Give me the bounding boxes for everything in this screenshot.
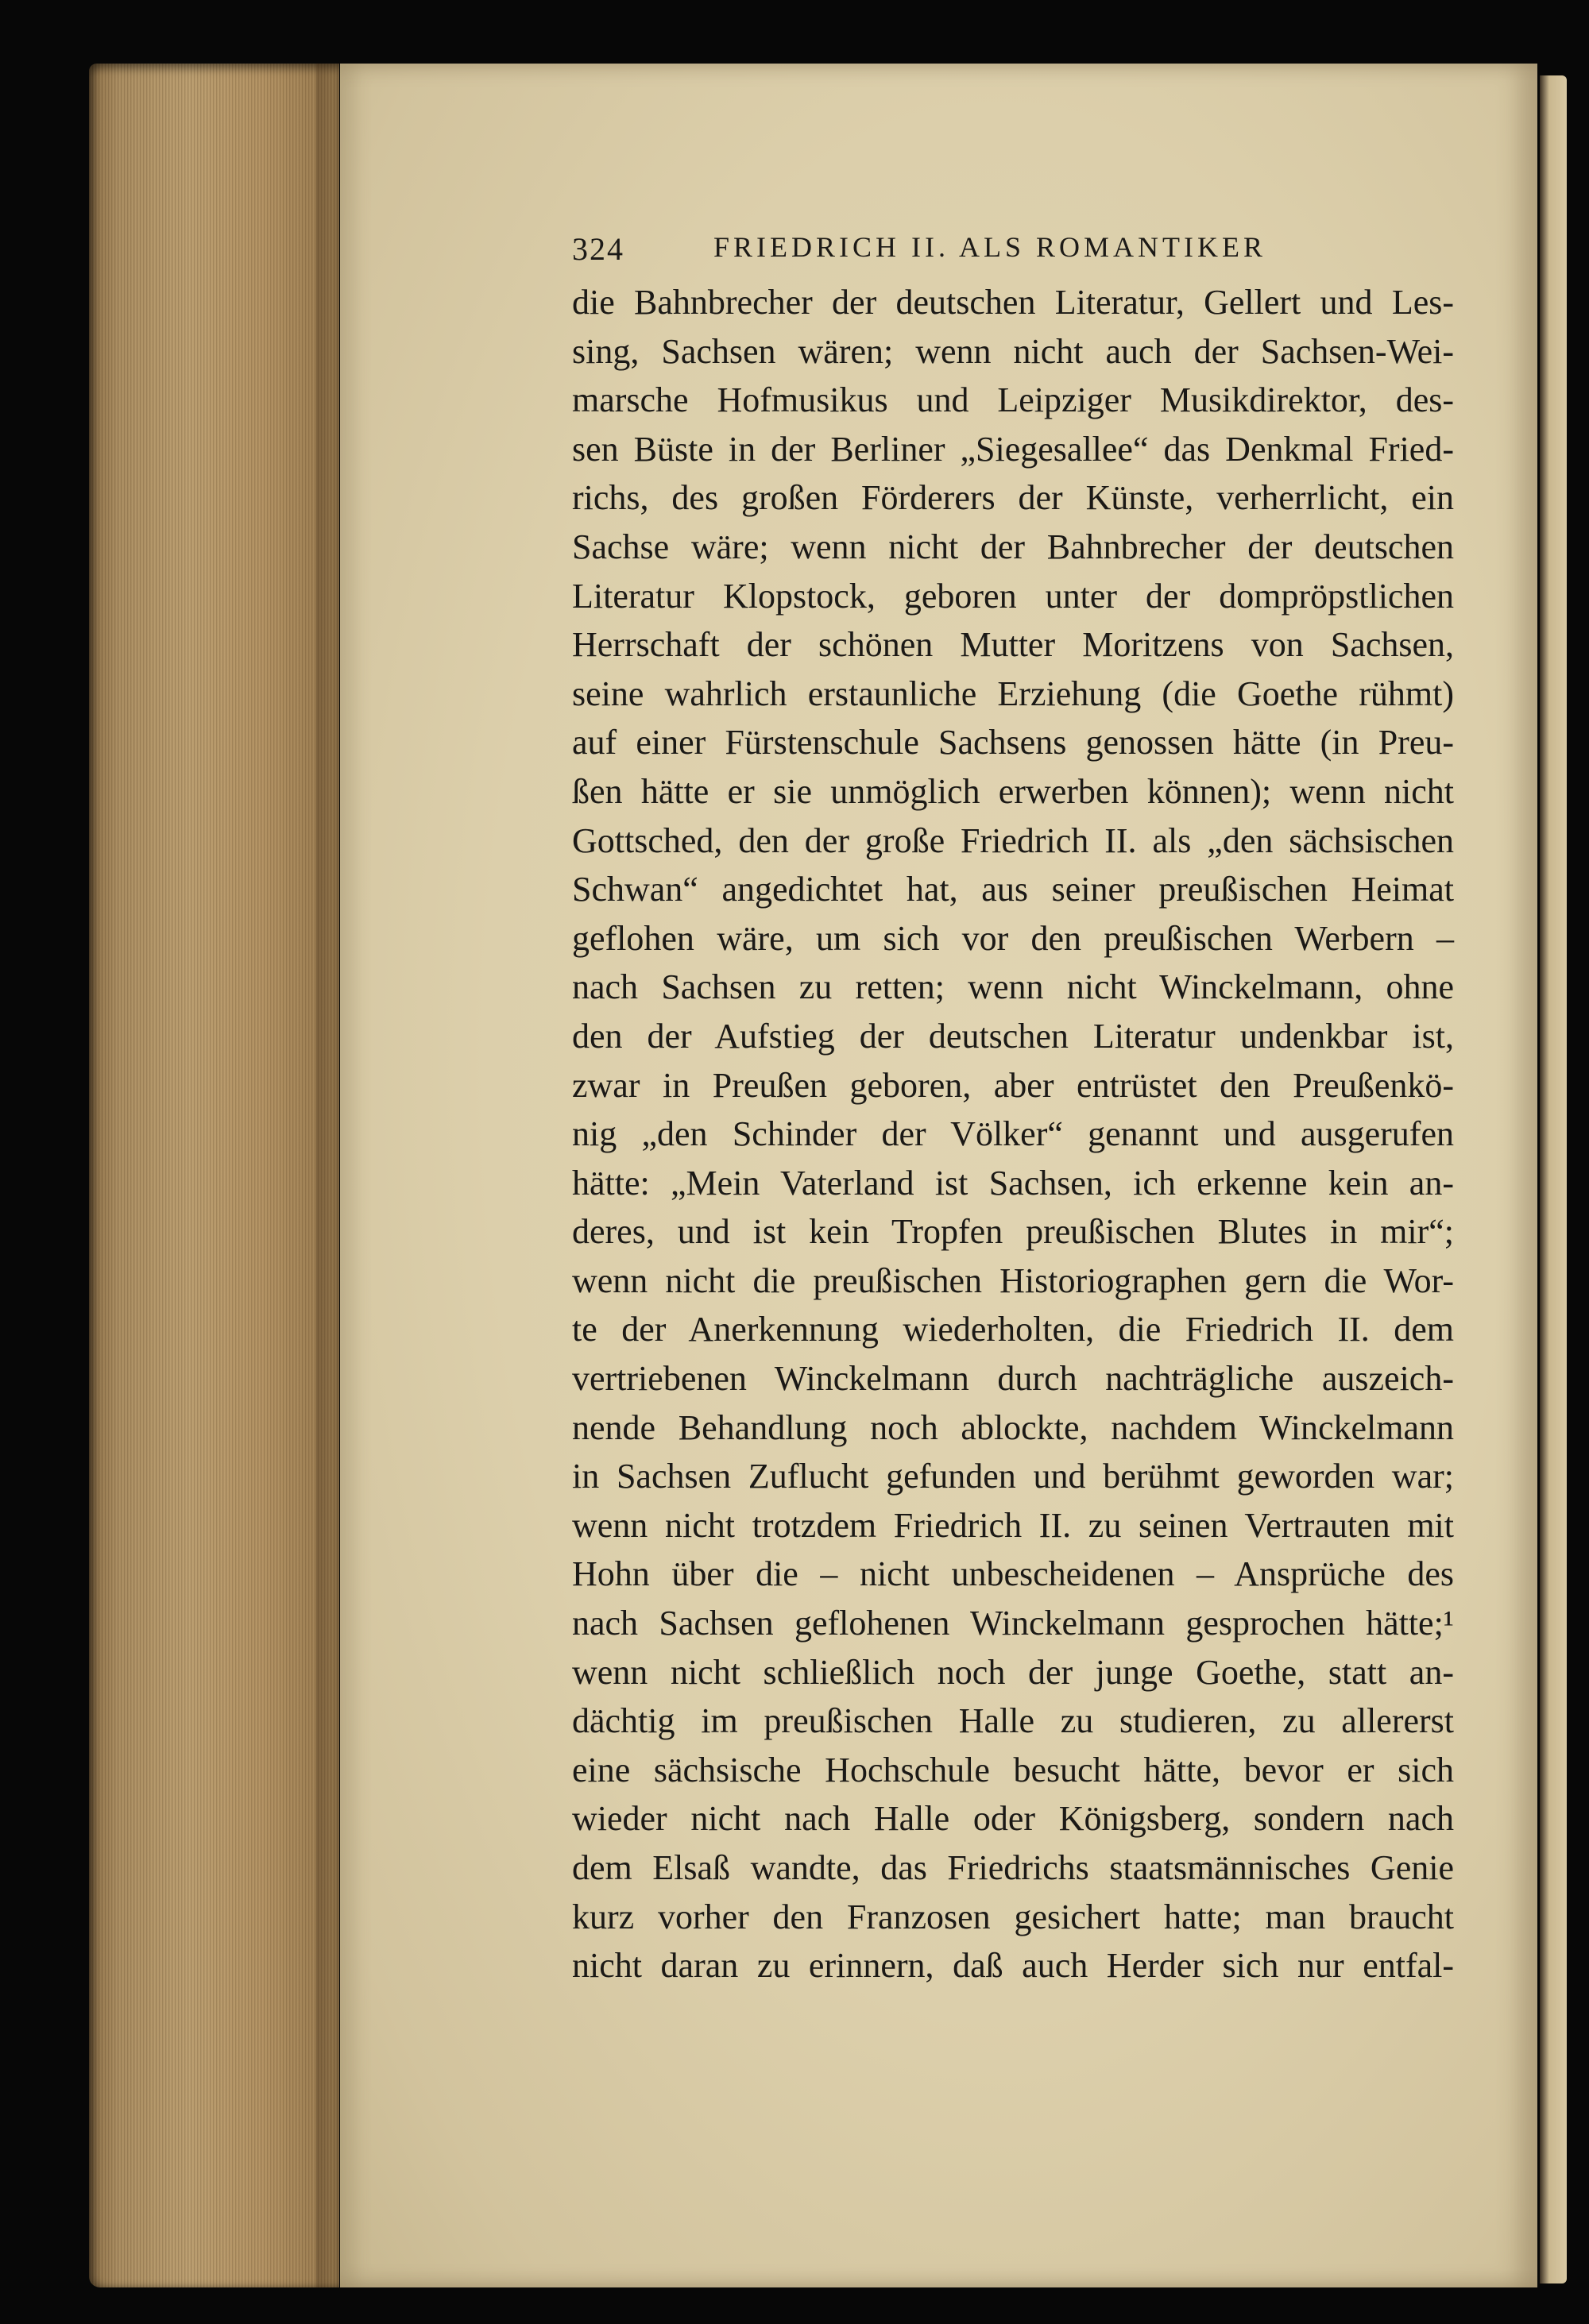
text-line: Sachse wäre; wenn nicht der Bahnbrecher der deutschen [572, 527, 1454, 566]
facing-page-edge [1540, 75, 1567, 2283]
body-text [572, 278, 1454, 1990]
running-title: FRIEDRICH II. ALS ROMANTIKER [713, 231, 1267, 263]
text-line: den der Aufstieg der deutschen Literatur undenkbar ist, [572, 1016, 1454, 1056]
page-gutter-shadow [316, 64, 340, 2287]
text-line: nach Sachsen geflohenen Winckelmann gesprochen hätte;¹ [572, 1604, 1454, 1643]
text-line: kurz vorher den Franzosen gesichert hatte; man braucht [572, 1897, 1454, 1936]
text-line: richs, des großen Förderers der Künste, verherrlicht, ein [572, 478, 1454, 518]
text-line: zwar in Preußen geboren, aber entrüstet den Preußenkö- [572, 1065, 1454, 1105]
text-line: wenn nicht die preußischen Historiographen gern die Wor- [572, 1260, 1454, 1300]
text-line: eine sächsische Hochschule besucht hätte, bevor er sich [572, 1750, 1454, 1789]
text-line: te der Anerkennung wiederholten, die Friedrich II. dem [572, 1310, 1454, 1349]
text-line: Hohn über die – nicht unbescheidenen – Ansprüche des [572, 1554, 1454, 1594]
text-line: dächtig im preußischen Halle zu studieren, zu allererst [572, 1701, 1454, 1741]
text-line: geflohen wäre, um sich vor den preußischen Werbern – [572, 918, 1454, 958]
text-line: Schwan“ angedichtet hat, aus seiner preußischen Heimat [572, 870, 1454, 909]
text-line: marsche Hofmusikus und Leipziger Musikdirektor, des- [572, 380, 1454, 420]
text-line: nende Behandlung noch ablockte, nachdem Winckelmann [572, 1407, 1454, 1447]
text-line: wenn nicht trotzdem Friedrich II. zu seinen Vertrauten mit [572, 1505, 1454, 1545]
text-line: sing, Sachsen wären; wenn nicht auch der Sachsen-Wei- [572, 331, 1454, 371]
text-line: deres, und ist kein Tropfen preußischen Blutes in mir“; [572, 1212, 1454, 1252]
text-line: wenn nicht schließlich noch der junge Goethe, statt an- [572, 1652, 1454, 1692]
text-line: nach Sachsen zu retten; wenn nicht Winckelmann, ohne [572, 967, 1454, 1007]
text-line: sen Büste in der Berliner „Siegesallee“ das Denkmal Fried- [572, 429, 1454, 469]
text-line: die Bahnbrecher der deutschen Literatur, Gellert und Les- [572, 283, 1454, 322]
text-line: Gottsched, den der große Friedrich II. als „den sächsischen [572, 820, 1454, 860]
text-line: in Sachsen Zuflucht gefunden und berühmt geworden war; [572, 1457, 1454, 1496]
text-line: vertriebenen Winckelmann durch nachträgliche auszeich- [572, 1359, 1454, 1399]
text-line: auf einer Fürstenschule Sachsens genossen hätte (in Preu- [572, 723, 1454, 762]
text-line: nicht daran zu erinnern, daß auch Herder sich nur entfal- [572, 1946, 1454, 1986]
book-page-edges [89, 64, 339, 2287]
text-line: wieder nicht nach Halle oder Königsberg, sondern nach [572, 1799, 1454, 1839]
text-line: dem Elsaß wandte, das Friedrichs staatsmännisches Genie [572, 1848, 1454, 1887]
text-line: Literatur Klopstock, geboren unter der dompröpstlichen [572, 576, 1454, 616]
text-line: Herrschaft der schönen Mutter Moritzens von Sachsen, [572, 625, 1454, 665]
running-head [572, 230, 1446, 278]
text-line: hätte: „Mein Vaterland ist Sachsen, ich erkenne kein an- [572, 1163, 1454, 1203]
page-number: 324 [572, 231, 624, 267]
text-line: nig „den Schinder der Völker“ genannt und ausgerufen [572, 1114, 1454, 1154]
text-line: seine wahrlich erstaunliche Erziehung (die Goethe rühmt) [572, 674, 1454, 713]
text-line: ßen hätte er sie unmöglich erwerben können); wenn nicht [572, 771, 1454, 811]
